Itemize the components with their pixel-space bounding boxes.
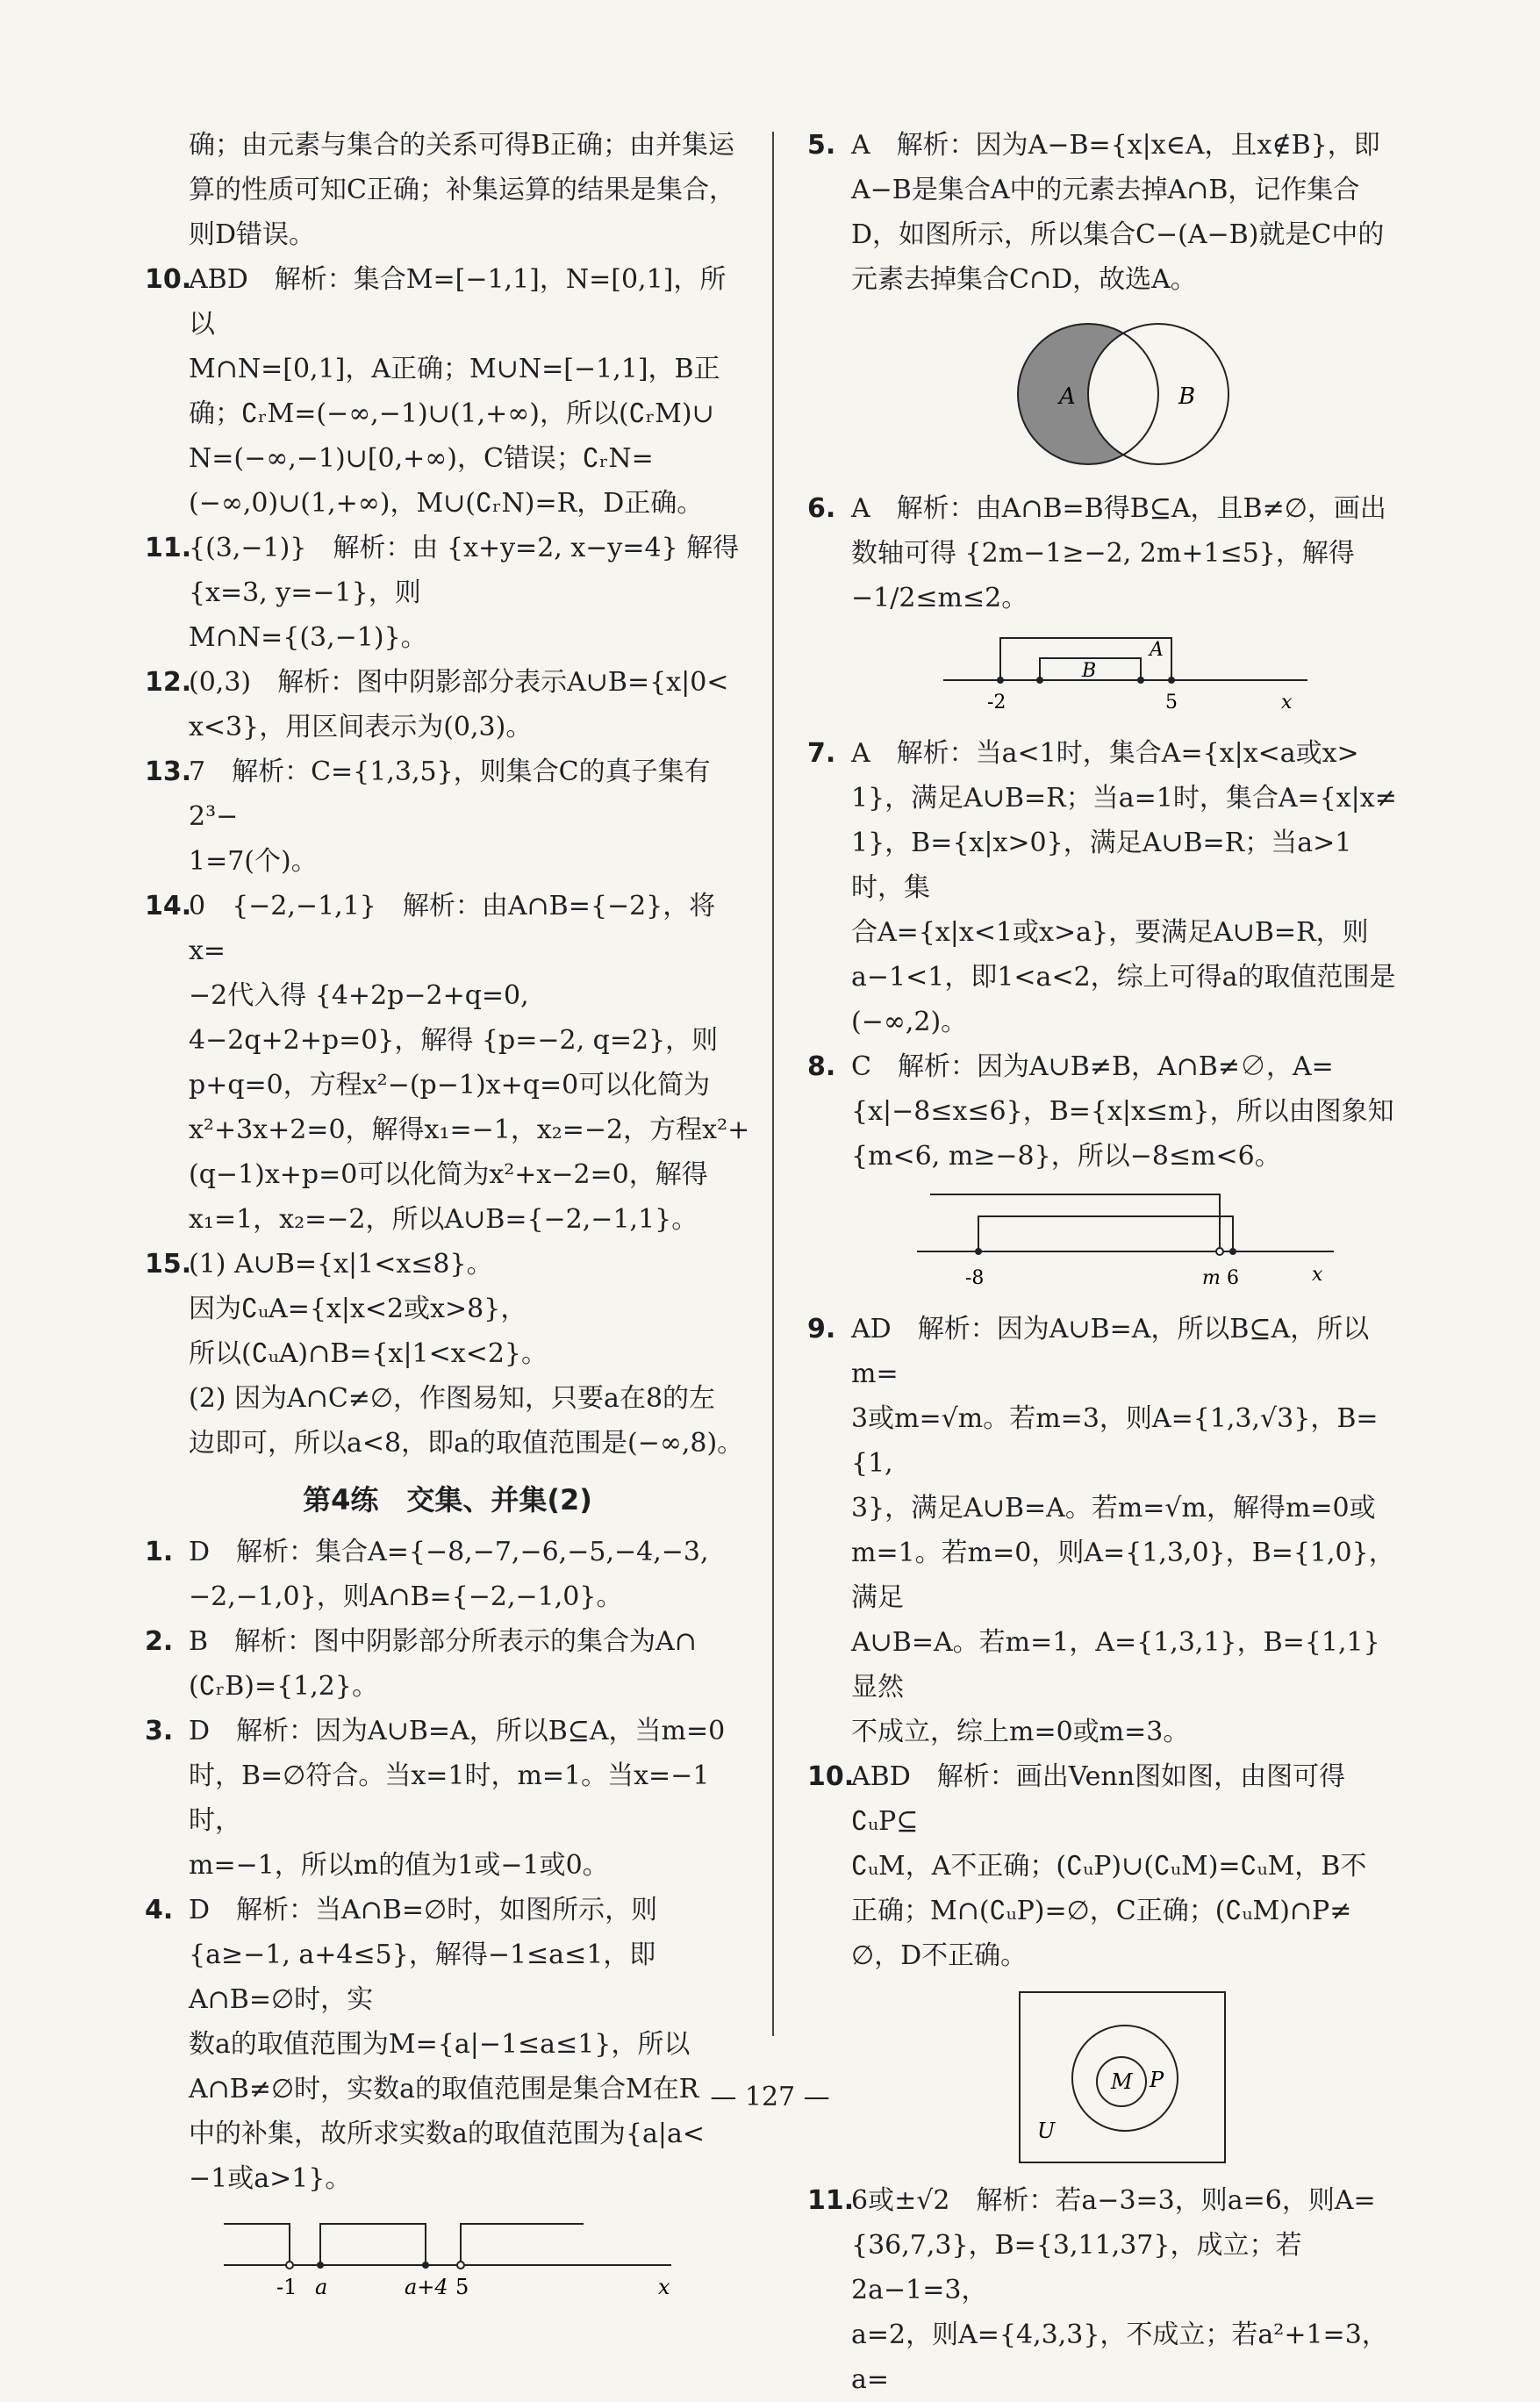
axis-label: x [1312,1264,1323,1286]
axis-label: 5 [1165,692,1178,713]
number-line-figure-4 [215,2208,706,2305]
text-line: 算的性质可知C正确；补集运算的结果是集合， [189,175,735,205]
text-line: m=1。若m=0，则A={1,3,0}，B={1,0}，满足 [851,1538,1395,1613]
axis-label: 5 [455,2275,469,2299]
answer-r9 [807,1307,1404,1754]
text-line: x²+3x+2=0，解得x₁=−1，x₂=−2，方程x²+ [189,1115,750,1145]
answer-13 [145,749,750,884]
text-line: {m<6, m≥−8}，所以−8≤m<6。 [851,1141,1281,1172]
text-line: 合A={x|x<1或x>a}，要满足A∪B=R，则 [851,917,1369,948]
right-column [807,123,1404,2402]
text-line: (2) 因为A∩C≠∅，作图易知，只要a在8的左 [189,1383,716,1414]
text-line: 3}，满足A∪B=A。若m=√m，解得m=0或 [851,1493,1376,1524]
text-line: D 解析：因为A∪B=A，所以B⊆A，当m=0 [189,1716,726,1746]
text-line: 数a的取值范围为M={a|−1≤a≤1}，所以 [189,2029,691,2060]
text-line: ABD 解析：集合M=[−1,1]，N=[0,1]，所以 [189,264,727,340]
answer-10 [145,257,750,526]
text-line: B 解析：图中阴影部分所表示的集合为A∩ [189,1626,697,1657]
text-line: A∪B=A。若m=1，A={1,3,1}，B={1,1}显然 [851,1627,1380,1703]
text-line: {a≥−1, a+4≤5}，解得−1≤a≤1，即A∩B=∅时，实 [189,1940,656,2015]
answer-number: 10. [145,264,192,295]
text-line: D，如图所示，所以集合C−(A−B)就是C中的 [851,219,1385,250]
axis-label: a+4 [405,2275,448,2299]
text-line: 数轴可得 {2m−1≥−2, 2m+1≤5}，解得−1/2≤m≤2。 [851,538,1355,613]
answer-r8 [807,1044,1404,1179]
venn-label: P [1150,2068,1164,2092]
answer-s2-4 [145,1888,750,2201]
venn-label: A [1059,384,1076,410]
text-line: AD 解析：因为A∪B=A，所以B⊆A，所以m= [851,1314,1370,1389]
venn-label: B [1178,384,1196,410]
text-line: 所以(∁ᵤA)∩B={x|1<x<2}。 [189,1338,548,1369]
text-line: A 解析：因为A−B={x|x∈A，且x∉B}，即 [851,130,1380,161]
text-line: 不成立，综上m=0或m=3。 [851,1717,1190,1747]
text-line: 1}，满足A∪B=R；当a=1时，集合A={x|x≠ [851,783,1397,814]
axis-label: A [1150,639,1164,661]
answer-15 [145,1242,750,1466]
answer-number: 1. [145,1537,174,1567]
answer-r10 [807,1754,1404,1978]
answer-number: 15. [145,1249,192,1280]
text-line: ∁ᵤM，A不正确；(∁ᵤP)∪(∁ᵤM)=∁ᵤM，B不 [851,1851,1367,1882]
axis-label: a [315,2275,328,2299]
text-line: 7 解析：C={1,3,5}，则集合C的真子集有2³− [189,756,711,832]
text-line: N=(−∞,−1)∪[0,+∞)，C错误；∁ᵣN= [189,443,654,474]
axis-label: -2 [987,692,1006,713]
answer-r7 [807,731,1404,1044]
answer-number: 5. [807,130,836,161]
answer-r5 [807,123,1404,302]
axis-label: 6 [1227,1267,1239,1289]
answer-r6 [807,486,1404,620]
text-line: D 解析：当A∩B=∅时，如图所示，则 [189,1895,658,1925]
text-line: −2,−1,0}，则A∩B={−2,−1,0}。 [189,1581,623,1612]
axis-label: x [1281,692,1293,713]
text-line: x₁=1，x₂=−2，所以A∪B={−2,−1,1}。 [189,1204,698,1235]
text-line: 3或m=√m。若m=3，则A={1,3,√3}，B={1, [851,1403,1379,1479]
number-line-figure-8 [913,1186,1369,1300]
text-line: D 解析：集合A={−8,−7,−6,−5,−4,−3, [189,1537,709,1567]
axis-label: -1 [276,2275,297,2299]
venn-label: U [1037,2119,1056,2143]
left-column [145,123,750,2312]
axis-label: -8 [965,1267,985,1289]
text-line: A∩B≠∅时，实数a的取值范围是集合M在R [189,2074,699,2104]
answer-number: 14. [145,891,192,921]
text-line: 确；由元素与集合的关系可得B正确；由并集运 [189,130,735,161]
column-divider [772,132,774,2036]
text-line: (−∞,0)∪(1,+∞)，M∪(∁ᵣN)=R，D正确。 [189,488,704,519]
text-line: 正确；M∩(∁ᵤP)=∅，C正确；(∁ᵤM)∩P≠ [851,1896,1352,1926]
text-line: 边即可，所以a<8，即a的取值范围是(−∞,8)。 [189,1428,744,1459]
text-line: a=2，则A={4,3,3}，不成立；若a²+1=3，a= [851,2320,1388,2395]
text-line: {(3,−1)} 解析：由 {x+y=2, x−y=4} 解得 {x=3, y=−1}，则 [189,533,740,608]
axis-label: x [658,2275,670,2299]
answer-number: 3. [145,1716,174,1746]
text-line: A 解析：由A∩B=B得B⊆A，且B≠∅，画出 [851,493,1386,524]
continued-answer [145,123,750,257]
answer-number: 8. [807,1051,836,1082]
text-line: 因为∁ᵤA={x|x<2或x>8}， [189,1294,527,1324]
section-title: 第4练 交集、并集(2) [303,1483,592,1516]
answer-number: 7. [807,738,836,769]
venn-diagram-5 [996,311,1259,477]
answer-s2-1 [145,1530,750,1619]
answer-number: 11. [807,2185,855,2216]
axis-label: B [1082,660,1097,682]
page-number: — 127 — [710,2082,830,2112]
answer-number: 13. [145,756,192,787]
text-line: a−1<1，即1<a<2，综上可得a的取值范围是 [851,962,1396,993]
text-line: 1}，B={x|x>0}，满足A∪B=R；当a>1时，集 [851,828,1352,903]
text-line: M∩N=[0,1]，A正确；M∪N=[−1,1]，B正 [189,354,720,384]
text-line: 确；∁ᵣM=(−∞,−1)∪(1,+∞)，所以(∁ᵣM)∪ [189,398,714,429]
answer-14 [145,884,750,1242]
text-line: 6或±√2 解析：若a−3=3，则a=6，则A= [851,2185,1376,2216]
text-line: A−B是集合A中的元素去掉A∩B，记作集合 [851,175,1360,205]
answer-11 [145,526,750,660]
text-line: M∩N={(3,−1)}。 [189,622,427,653]
answer-s2-2 [145,1619,750,1709]
text-line: −2代入得 {4+2p−2+q=0, 4−2q+2+p=0}，解得 {p=−2, q=2}，则 [189,980,719,1056]
text-line: −1或a>1}。 [189,2163,352,2194]
answer-12 [145,660,750,749]
answer-r11 [807,2178,1404,2402]
text-line: (0,3) 解析：图中阴影部分表示A∪B={x|0< [189,667,729,698]
answer-number: 9. [807,1314,836,1344]
text-line: p+q=0，方程x²−(p−1)x+q=0可以化简为 [189,1070,711,1101]
text-line: A 解析：当a<1时，集合A={x|x<a或x> [851,738,1359,769]
answer-s2-3 [145,1709,750,1888]
venn-diagram-10 [1018,1990,1228,2166]
text-line: 时，B=∅符合。当x=1时，m=1。当x=−1时， [189,1760,710,1836]
text-line: x<3}，用区间表示为(0,3)。 [189,712,533,742]
text-line: 1=7(个)。 [189,846,318,877]
text-line: m=−1，所以m的值为1或−1或0。 [189,1850,609,1881]
text-line: 则D错误。 [189,219,316,250]
text-line: {x|−8≤x≤6}，B={x|x≤m}，所以由图象知 [851,1096,1394,1127]
text-line: {36,7,3}，B={3,11,37}，成立；若2a−1=3， [851,2230,1302,2305]
axis-label: m [1202,1267,1221,1289]
answer-number: 11. [145,533,192,563]
text-line: ABD 解析：画出Venn图如图，由图可得∁ᵤP⊆ [851,1761,1346,1837]
answer-number: 10. [807,1761,855,1792]
answer-number: 12. [145,667,192,698]
answer-number: 6. [807,493,836,524]
answer-number: 2. [145,1626,174,1657]
text-line: (q−1)x+p=0可以化简为x²+x−2=0，解得 [189,1159,708,1190]
text-line: (1) A∪B={x|1<x≤8}。 [189,1249,493,1280]
text-line: (−∞,2)。 [851,1007,968,1037]
text-line: 0 {−2,−1,1} 解析：由A∩B={−2}，将x= [189,891,716,966]
text-line: C 解析：因为A∪B≠B，A∩B≠∅，A= [851,1051,1334,1082]
text-line: ∅，D不正确。 [851,1940,1028,1971]
answer-number: 4. [145,1895,174,1925]
text-line: 中的补集，故所求实数a的取值范围为{a|a< [189,2119,705,2149]
number-line-figure-6 [939,627,1343,724]
text-line: 元素去掉集合C∩D，故选A。 [851,264,1197,295]
text-line: (∁ᵣB)={1,2}。 [189,1671,378,1702]
venn-label: M [1111,2069,1133,2094]
